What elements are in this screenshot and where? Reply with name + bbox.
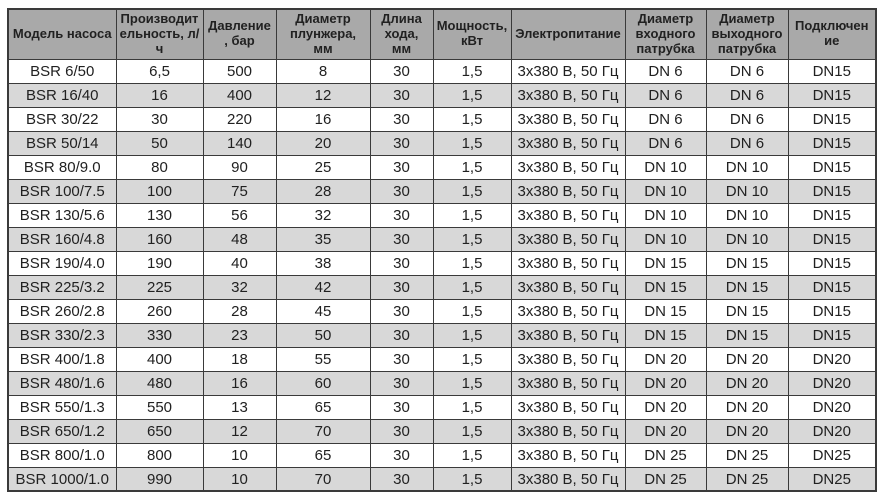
table-cell: 18 (203, 347, 276, 371)
table-cell: 50 (116, 131, 203, 155)
table-cell: 30 (370, 275, 433, 299)
table-cell: 1,5 (433, 107, 511, 131)
table-cell: DN 10 (625, 227, 706, 251)
table-cell: 30 (370, 347, 433, 371)
table-cell: 3х380 В, 50 Гц (511, 467, 625, 491)
table-cell: DN 6 (625, 131, 706, 155)
table-cell: DN15 (788, 203, 876, 227)
table-cell: DN 20 (706, 347, 788, 371)
table-cell: DN15 (788, 251, 876, 275)
table-cell: 1,5 (433, 155, 511, 179)
column-header-5: Длина хода, мм (370, 9, 433, 59)
table-cell: 45 (276, 299, 370, 323)
table-cell: 50 (276, 323, 370, 347)
table-row (8, 107, 876, 131)
table-cell: 3х380 В, 50 Гц (511, 347, 625, 371)
table-row (8, 251, 876, 275)
model-cell: BSR 50/14 (8, 131, 116, 155)
table-cell: DN 15 (625, 323, 706, 347)
table-cell: 30 (370, 299, 433, 323)
table-cell: DN 6 (625, 83, 706, 107)
model-cell: BSR 16/40 (8, 83, 116, 107)
table-cell: DN 20 (706, 371, 788, 395)
table-cell: DN 6 (625, 59, 706, 83)
table-cell: 160 (116, 227, 203, 251)
table-row (8, 395, 876, 419)
table-cell: 1,5 (433, 227, 511, 251)
table-cell: DN25 (788, 443, 876, 467)
table-row (8, 347, 876, 371)
table-cell: 130 (116, 203, 203, 227)
table-cell: 6,5 (116, 59, 203, 83)
table-cell: DN15 (788, 83, 876, 107)
column-header-9: Диаметр выходного патрубка (706, 9, 788, 59)
table-cell: DN 25 (706, 467, 788, 491)
table-cell: 3х380 В, 50 Гц (511, 419, 625, 443)
table-cell: DN15 (788, 59, 876, 83)
table-cell: 140 (203, 131, 276, 155)
table-row (8, 131, 876, 155)
table-row (8, 275, 876, 299)
table-cell: 30 (370, 467, 433, 491)
table-cell: DN15 (788, 323, 876, 347)
table-cell: 55 (276, 347, 370, 371)
table-cell: 30 (370, 179, 433, 203)
table-cell: 30 (370, 251, 433, 275)
table-cell: 3х380 В, 50 Гц (511, 443, 625, 467)
table-cell: 1,5 (433, 275, 511, 299)
table-body (8, 59, 876, 491)
table-cell: 550 (116, 395, 203, 419)
table-cell: 8 (276, 59, 370, 83)
table-cell: 1,5 (433, 371, 511, 395)
table-cell: 220 (203, 107, 276, 131)
table-row (8, 83, 876, 107)
table-cell: DN20 (788, 371, 876, 395)
table-cell: 13 (203, 395, 276, 419)
column-header-4: Диаметр плунжера, мм (276, 9, 370, 59)
table-cell: 30 (370, 203, 433, 227)
table-cell: 65 (276, 443, 370, 467)
table-cell: 48 (203, 227, 276, 251)
table-cell: 990 (116, 467, 203, 491)
table-cell: DN20 (788, 419, 876, 443)
table-cell: 3х380 В, 50 Гц (511, 83, 625, 107)
table-cell: 1,5 (433, 203, 511, 227)
table-cell: 32 (203, 275, 276, 299)
table-cell: 30 (370, 107, 433, 131)
table-cell: DN25 (788, 467, 876, 491)
table-cell: DN 6 (625, 107, 706, 131)
table-cell: DN 25 (706, 443, 788, 467)
table-cell: DN20 (788, 395, 876, 419)
table-cell: 3х380 В, 50 Гц (511, 227, 625, 251)
table-cell: 70 (276, 419, 370, 443)
table-cell: DN 20 (706, 419, 788, 443)
table-cell: 330 (116, 323, 203, 347)
table-cell: DN 10 (625, 179, 706, 203)
table-cell: 12 (276, 83, 370, 107)
table-cell: 1,5 (433, 299, 511, 323)
table-cell: 1,5 (433, 443, 511, 467)
table-cell: DN 15 (706, 275, 788, 299)
table-cell: 56 (203, 203, 276, 227)
pump-spec-table (7, 8, 877, 492)
table-cell: 1,5 (433, 179, 511, 203)
table-cell: 260 (116, 299, 203, 323)
table-cell: 30 (370, 59, 433, 83)
model-cell: BSR 130/5.6 (8, 203, 116, 227)
table-cell: DN15 (788, 227, 876, 251)
table-cell: DN20 (788, 347, 876, 371)
table-cell: 400 (116, 347, 203, 371)
table-cell: 3х380 В, 50 Гц (511, 107, 625, 131)
table-cell: DN15 (788, 107, 876, 131)
table-cell: DN 25 (625, 443, 706, 467)
table-cell: 3х380 В, 50 Гц (511, 323, 625, 347)
table-cell: 30 (370, 155, 433, 179)
table-cell: 30 (370, 395, 433, 419)
model-cell: BSR 100/7.5 (8, 179, 116, 203)
table-cell: 16 (116, 83, 203, 107)
table-cell: 1,5 (433, 323, 511, 347)
table-cell: 1,5 (433, 347, 511, 371)
table-cell: 1,5 (433, 131, 511, 155)
table-row (8, 227, 876, 251)
table-row (8, 467, 876, 491)
table-cell: DN 20 (625, 347, 706, 371)
table-cell: 400 (203, 83, 276, 107)
table-cell: DN 20 (625, 371, 706, 395)
table-cell: 30 (370, 443, 433, 467)
table-cell: DN15 (788, 155, 876, 179)
table-cell: 80 (116, 155, 203, 179)
table-cell: DN 10 (706, 227, 788, 251)
table-cell: 38 (276, 251, 370, 275)
table-cell: 30 (116, 107, 203, 131)
table-cell: 3х380 В, 50 Гц (511, 59, 625, 83)
table-cell: 30 (370, 323, 433, 347)
table-cell: 100 (116, 179, 203, 203)
table-cell: DN 6 (706, 83, 788, 107)
table-cell: 10 (203, 443, 276, 467)
table-cell: 25 (276, 155, 370, 179)
table-row (8, 419, 876, 443)
model-cell: BSR 1000/1.0 (8, 467, 116, 491)
table-cell: 1,5 (433, 395, 511, 419)
header-row (8, 9, 876, 59)
table-cell: 190 (116, 251, 203, 275)
table-cell: DN 15 (706, 251, 788, 275)
model-cell: BSR 260/2.8 (8, 299, 116, 323)
table-cell: DN 6 (706, 107, 788, 131)
table-cell: 1,5 (433, 467, 511, 491)
column-header-10: Подключение (788, 9, 876, 59)
table-cell: 16 (276, 107, 370, 131)
table-cell: 3х380 В, 50 Гц (511, 251, 625, 275)
model-cell: BSR 80/9.0 (8, 155, 116, 179)
table-cell: 75 (203, 179, 276, 203)
model-cell: BSR 160/4.8 (8, 227, 116, 251)
model-cell: BSR 480/1.6 (8, 371, 116, 395)
table-cell: 60 (276, 371, 370, 395)
table-row (8, 299, 876, 323)
table-cell: 3х380 В, 50 Гц (511, 275, 625, 299)
table-cell: DN15 (788, 179, 876, 203)
table-cell: DN 10 (706, 155, 788, 179)
table-cell: 35 (276, 227, 370, 251)
table-cell: DN 20 (625, 395, 706, 419)
table-cell: DN 15 (625, 251, 706, 275)
column-header-3: Давление, бар (203, 9, 276, 59)
table-cell: 28 (276, 179, 370, 203)
table-cell: 3х380 В, 50 Гц (511, 395, 625, 419)
table-cell: 1,5 (433, 59, 511, 83)
table-cell: 16 (203, 371, 276, 395)
table-cell: DN15 (788, 299, 876, 323)
table-cell: DN 15 (706, 323, 788, 347)
table-cell: 225 (116, 275, 203, 299)
model-cell: BSR 330/2.3 (8, 323, 116, 347)
table-row (8, 203, 876, 227)
model-cell: BSR 225/3.2 (8, 275, 116, 299)
table-cell: DN 6 (706, 131, 788, 155)
column-header-7: Электропитание (511, 9, 625, 59)
table-cell: 3х380 В, 50 Гц (511, 203, 625, 227)
table-cell: 30 (370, 83, 433, 107)
model-cell: BSR 650/1.2 (8, 419, 116, 443)
table-cell: DN 10 (625, 155, 706, 179)
table-cell: DN 10 (625, 203, 706, 227)
table-cell: 480 (116, 371, 203, 395)
table-cell: 20 (276, 131, 370, 155)
model-cell: BSR 30/22 (8, 107, 116, 131)
table-cell: 1,5 (433, 419, 511, 443)
table-cell: 1,5 (433, 251, 511, 275)
table-cell: DN 10 (706, 203, 788, 227)
column-header-8: Диаметр входного патрубка (625, 9, 706, 59)
table-cell: 23 (203, 323, 276, 347)
table-cell: 3х380 В, 50 Гц (511, 299, 625, 323)
table-row (8, 443, 876, 467)
table-cell: 500 (203, 59, 276, 83)
table-cell: DN15 (788, 275, 876, 299)
table-cell: 32 (276, 203, 370, 227)
table-row (8, 323, 876, 347)
model-cell: BSR 400/1.8 (8, 347, 116, 371)
table-cell: 800 (116, 443, 203, 467)
column-header-6: Мощность, кВт (433, 9, 511, 59)
table-cell: DN 25 (625, 467, 706, 491)
table-cell: DN 15 (706, 299, 788, 323)
table-cell: 65 (276, 395, 370, 419)
model-cell: BSR 550/1.3 (8, 395, 116, 419)
table-cell: 3х380 В, 50 Гц (511, 131, 625, 155)
table-cell: 28 (203, 299, 276, 323)
table-cell: DN 6 (706, 59, 788, 83)
table-cell: DN 10 (706, 179, 788, 203)
table-cell: 3х380 В, 50 Гц (511, 179, 625, 203)
table-cell: 10 (203, 467, 276, 491)
table-cell: 30 (370, 371, 433, 395)
table-cell: 3х380 В, 50 Гц (511, 371, 625, 395)
table-cell: DN 15 (625, 275, 706, 299)
table-row (8, 179, 876, 203)
table-cell: 90 (203, 155, 276, 179)
model-cell: BSR 190/4.0 (8, 251, 116, 275)
table-cell: 30 (370, 227, 433, 251)
table-cell: 40 (203, 251, 276, 275)
column-header-2: Производительность, л/ч (116, 9, 203, 59)
table-cell: DN15 (788, 131, 876, 155)
model-cell: BSR 800/1.0 (8, 443, 116, 467)
table-cell: 70 (276, 467, 370, 491)
table-cell: DN 20 (625, 419, 706, 443)
table-cell: 12 (203, 419, 276, 443)
table-cell: 1,5 (433, 83, 511, 107)
table-cell: DN 15 (625, 299, 706, 323)
table-row (8, 59, 876, 83)
table-cell: 42 (276, 275, 370, 299)
table-cell: 3х380 В, 50 Гц (511, 155, 625, 179)
model-cell: BSR 6/50 (8, 59, 116, 83)
table-cell: DN 20 (706, 395, 788, 419)
table-row (8, 155, 876, 179)
table-cell: 650 (116, 419, 203, 443)
table-cell: 30 (370, 131, 433, 155)
table-cell: 30 (370, 419, 433, 443)
column-header-1: Модель насоса (8, 9, 116, 59)
table-row (8, 371, 876, 395)
